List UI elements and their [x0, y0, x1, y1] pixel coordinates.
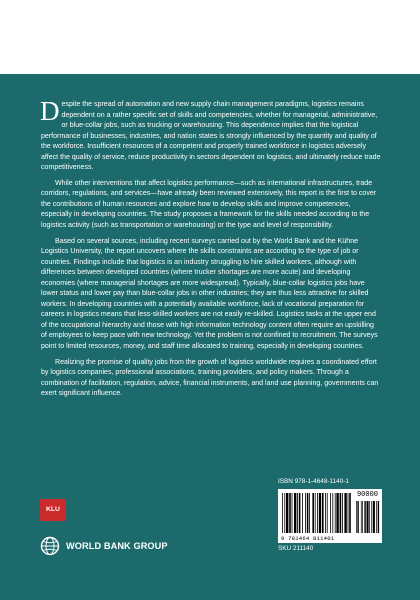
barcode-bar: [299, 493, 301, 533]
barcode-bar: [284, 493, 285, 533]
blurb-paragraph-4: Realizing the promise of quality jobs from the growth of logistics worldwide requires a coordinated effort by logistics companies, professional associations, training providers, and policy makers. Through a combination of facilitation, regulation, advice, financial instruments, and land use planning, governments can exert significant influence.: [41, 358, 379, 398]
barcode-addon-bar: [367, 501, 369, 533]
barcode-bar: [340, 493, 342, 533]
barcode-bar: [322, 493, 324, 533]
barcode-bar: [344, 493, 346, 533]
barcode-bar: [332, 493, 333, 533]
sku-text: SKU 211140: [278, 545, 314, 552]
barcode-bar: [289, 493, 291, 533]
barcode-bar: [325, 493, 326, 533]
barcode-addon-bar: [369, 501, 370, 533]
barcode-addon-bar: [373, 501, 375, 533]
top-white-band: [0, 0, 420, 74]
barcode-bar: [305, 493, 306, 533]
barcode-bar: [309, 493, 310, 533]
barcode-bar: [317, 493, 318, 533]
barcode-bar: [349, 493, 351, 533]
barcode-bar: [312, 493, 314, 533]
barcode-addon-number: 90000: [356, 491, 378, 499]
barcode-bar: [307, 493, 309, 533]
barcode-bar: [282, 493, 283, 533]
barcode-bar: [286, 493, 288, 533]
barcode-bar: [294, 493, 296, 533]
barcode-bar: [302, 493, 303, 533]
barcode-bar: [292, 493, 293, 533]
barcode-addon-bar: [378, 501, 379, 533]
barcode-bar: [342, 493, 343, 533]
blurb-paragraph-2: While other interventions that affect logistics performance—such as international infrastructures, trade corridors, regulations, and services—have already been reviewed extensively, this report is the first to cover the contributions of human resources and explore how to develop skills and improve competencies, especially in developing countries. The study proposes a framework for the skills needed according to the logistics activity (such as transportation or warehousing) or the type and level of responsibility.: [41, 179, 377, 230]
barcode-addon-bar: [362, 501, 363, 533]
barcode-bar: [319, 493, 321, 533]
barcode-addon-bar: [371, 501, 372, 533]
blurb-paragraph-3: Based on several sources, including recent surveys carried out by the World Bank and the Kühne Logistics University, the report uncovers where the skills constraints are according to the type of job or countries. Findings include that logistics is an industry struggling to hire skilled workers, although with differences between developed countries (where trucker shortages are more acute) and developing economies (where managerial shortages are more widespread). Typically, blue-collar logistics jobs have lower status and lower pay than blue-collar jobs in other industries; they are thus less attractive for skilled workers. In developing countries with a potentially available workforce, lack of vocational preparation for careers in logistics means that less-skilled workers are not easily re-skilled. Logistics tasks at the upper end of the occupational hierarchy and those with high information technology content often require an upskilling of employees to keep pace with new technology. Yet the problem is not confined to recruitment. The surveys point to limited resources, money, and staff time allocated to training, especially in developing countries.: [41, 237, 378, 351]
blurb-text: [40, 96, 381, 405]
barcode-bar: [315, 493, 316, 533]
blurb-paragraph-1: Despite the spread of automation and new supply chain management paradigms, logistics remains dependent on a rather specific set of skills and competencies, whether for managerial, administrative, or blue-collar jobs, such as trucking or warehousing. This dependence implies that the logistical performance of businesses, industries, and nation states is strongly influenced by the quantity and quality of the workforce. Insufficient resources of a competent and properly trained workforce in logistics adversely affect the quality of service, reduce productivity in sectors dependent on logistics, and ultimately reduce trade competitiveness.: [40, 96, 381, 172]
barcode-addon-bar: [357, 501, 358, 533]
isbn-text: ISBN 978-1-4648-1140-1: [278, 478, 349, 485]
barcode-bar: [330, 493, 331, 533]
barcode-bar: [335, 493, 336, 533]
drop-cap: D: [40, 96, 60, 126]
barcode-bar: [348, 493, 349, 533]
publisher-logo: [40, 536, 168, 556]
barcode-addon-bar: [356, 501, 357, 533]
barcode-bar: [297, 493, 298, 533]
barcode-addon-bar: [361, 501, 362, 533]
globe-logo-icon: [40, 536, 60, 556]
barcode-bar: [327, 493, 328, 533]
barcode-digits: 9 781464 811401: [281, 535, 335, 542]
publisher-name: WORLD BANK GROUP: [66, 541, 168, 551]
barcode-addon-bar: [364, 501, 365, 533]
barcode-icon: [278, 489, 382, 543]
barcode-addon-bar: [376, 501, 377, 533]
barcode-bar: [336, 493, 338, 533]
klu-logo-icon: KLU: [40, 499, 66, 521]
